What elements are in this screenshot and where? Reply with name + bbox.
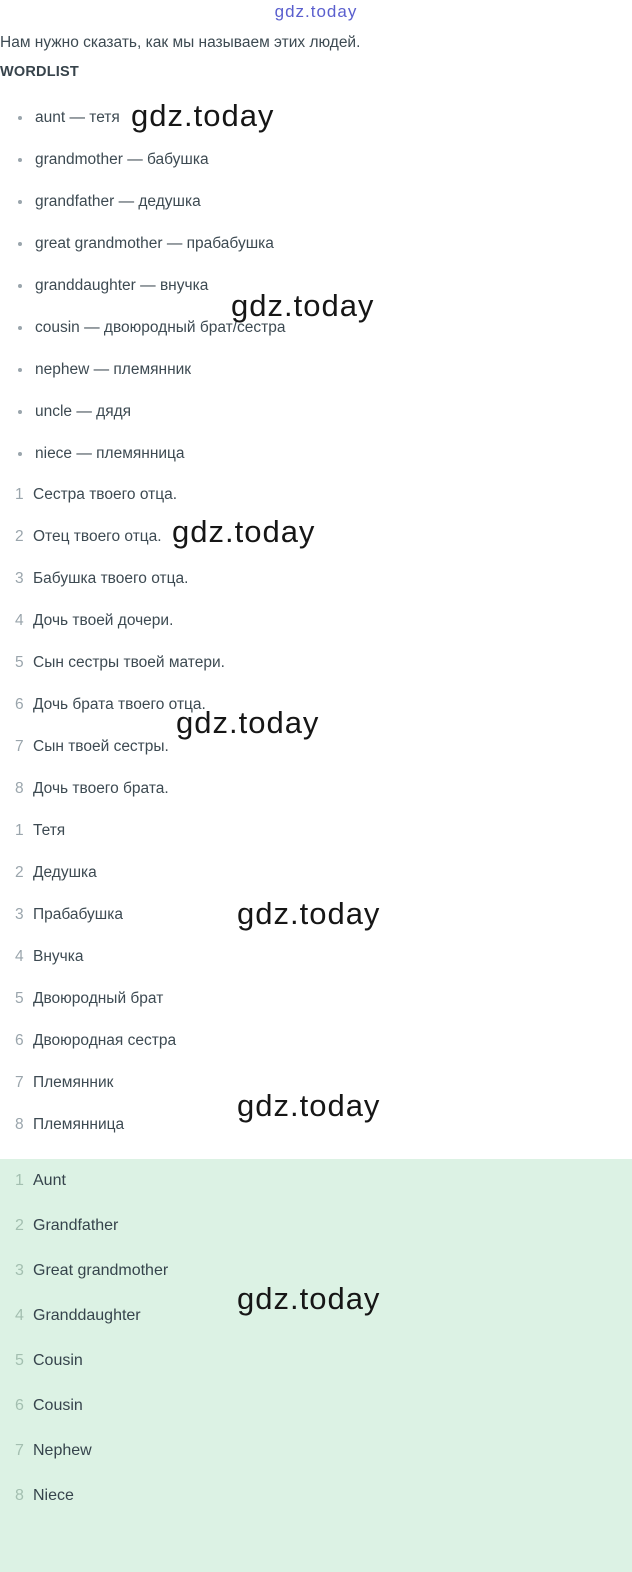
- bullet-icon: [18, 200, 22, 204]
- clue-text: Сестра твоего отца.: [33, 486, 178, 503]
- bullet-icon: [18, 326, 22, 330]
- russian-answer-text: Племянник: [33, 1074, 114, 1091]
- clue-text: Сын твоей сестры.: [33, 738, 169, 755]
- russian-answer-number: 1: [15, 822, 24, 839]
- clues-list: [0, 487, 632, 797]
- english-answer-number: 2: [15, 1217, 24, 1234]
- bullet-icon: [18, 158, 22, 162]
- wordlist-item: [0, 361, 632, 378]
- wordlist-item: [0, 319, 632, 336]
- english-answer-item: [0, 1307, 632, 1325]
- bullet-icon: [18, 116, 22, 120]
- english-answer-text: Cousin: [33, 1397, 83, 1414]
- english-answer-number: 8: [15, 1487, 24, 1504]
- russian-answer-text: Тетя: [33, 822, 66, 839]
- english-answer-item: [0, 1397, 632, 1415]
- russian-answer-number: 2: [15, 864, 24, 881]
- english-answer-item: [0, 1352, 632, 1370]
- english-answer-text: Granddaughter: [33, 1307, 141, 1324]
- english-answer-item: [0, 1487, 632, 1505]
- wordlist-item: [0, 193, 632, 210]
- english-answers-list: [0, 1172, 632, 1505]
- wordlist-item: [0, 403, 632, 420]
- clue-number: 7: [15, 738, 24, 755]
- russian-answer-text: Дедушка: [33, 864, 97, 881]
- wordlist-item-text: niece — племянница: [35, 445, 185, 462]
- english-answer-text: Aunt: [33, 1172, 66, 1189]
- site-watermark: gdz.today: [231, 288, 375, 323]
- wordlist-item-text: uncle — дядя: [35, 403, 132, 420]
- site-watermark: gdz.today: [176, 705, 320, 740]
- english-answer-number: 5: [15, 1352, 24, 1369]
- wordlist-item-text: aunt — тетя: [35, 109, 120, 126]
- russian-answer-number: 5: [15, 990, 24, 1007]
- site-watermark: gdz.today: [172, 514, 316, 549]
- clue-text: Отец твоего отца.: [33, 528, 162, 545]
- english-answer-number: 4: [15, 1307, 24, 1324]
- english-answer-item: [0, 1442, 632, 1460]
- bullet-icon: [18, 452, 22, 456]
- wordlist-item: [0, 277, 632, 294]
- wordlist-heading: WORDLIST: [0, 64, 79, 80]
- clue-item: [0, 529, 632, 545]
- wordlist-item-text: cousin — двоюродный брат/сестра: [35, 319, 286, 336]
- wordlist-item: [0, 235, 632, 252]
- clue-text: Дочь твоей дочери.: [33, 612, 174, 629]
- clue-number: 8: [15, 780, 24, 797]
- wordlist-item: [0, 445, 632, 462]
- wordlist-item: [0, 151, 632, 168]
- wordlist-item-text: great grandmother — прабабушка: [35, 235, 274, 252]
- clue-number: 4: [15, 612, 24, 629]
- clue-text: Сын сестры твоей матери.: [33, 654, 225, 671]
- russian-answer-item: [0, 1033, 632, 1049]
- russian-answer-item: [0, 823, 632, 839]
- site-watermark: gdz.today: [237, 1088, 381, 1123]
- english-answer-text: Great grandmother: [33, 1262, 169, 1279]
- wordlist: [0, 109, 632, 462]
- russian-answer-number: 8: [15, 1116, 24, 1133]
- clue-text: Бабушка твоего отца.: [33, 570, 189, 587]
- english-answer-text: Niece: [33, 1487, 74, 1504]
- english-answer-number: 1: [15, 1172, 24, 1189]
- wordlist-item-text: grandfather — дедушка: [35, 193, 201, 210]
- russian-answer-text: Двоюродная сестра: [33, 1032, 177, 1049]
- russian-answer-text: Двоюродный брат: [33, 990, 164, 1007]
- clue-item: [0, 613, 632, 629]
- english-answer-number: 6: [15, 1397, 24, 1414]
- english-answer-number: 3: [15, 1262, 24, 1279]
- clue-item: [0, 571, 632, 587]
- bullet-icon: [18, 410, 22, 414]
- bullet-icon: [18, 284, 22, 288]
- bullet-icon: [18, 368, 22, 372]
- russian-answer-text: Внучка: [33, 948, 84, 965]
- russian-answer-text: Племянница: [33, 1116, 125, 1133]
- clue-text: Дочь брата твоего отца.: [33, 696, 206, 713]
- russian-answer-number: 4: [15, 948, 24, 965]
- clue-number: 5: [15, 654, 24, 671]
- english-answer-text: Cousin: [33, 1352, 83, 1369]
- russian-answer-item: [0, 907, 632, 923]
- russian-answer-item: [0, 865, 632, 881]
- bullet-icon: [18, 242, 22, 246]
- wordlist-item-text: nephew — племянник: [35, 361, 192, 378]
- russian-answer-number: 7: [15, 1074, 24, 1091]
- english-answer-item: [0, 1262, 632, 1280]
- clue-item: [0, 739, 632, 755]
- russian-answers-list: [0, 823, 632, 1133]
- russian-answer-item: [0, 1117, 632, 1133]
- english-answer-text: Nephew: [33, 1442, 92, 1459]
- english-answer-number: 7: [15, 1442, 24, 1459]
- site-watermark: gdz.today: [237, 896, 381, 931]
- task-intro-text: Нам нужно сказать, как мы называем этих людей.: [0, 34, 361, 51]
- russian-answer-item: [0, 1075, 632, 1091]
- clue-item: [0, 781, 632, 797]
- english-answer-item: [0, 1217, 632, 1235]
- clue-item: [0, 487, 632, 503]
- site-watermark-top: gdz.today: [274, 2, 358, 21]
- clue-text: Дочь твоего брата.: [33, 780, 169, 797]
- russian-answer-item: [0, 949, 632, 965]
- site-watermark: gdz.today: [237, 1281, 381, 1316]
- english-answer-item: [0, 1172, 632, 1190]
- russian-answer-number: 6: [15, 1032, 24, 1049]
- clue-number: 2: [15, 528, 24, 545]
- site-watermark: gdz.today: [131, 98, 275, 133]
- clue-number: 1: [15, 486, 24, 503]
- clue-number: 3: [15, 570, 24, 587]
- russian-answer-number: 3: [15, 906, 24, 923]
- wordlist-item-text: granddaughter — внучка: [35, 277, 209, 294]
- clue-item: [0, 655, 632, 671]
- wordlist-item: [0, 109, 632, 126]
- wordlist-item-text: grandmother — бабушка: [35, 151, 209, 168]
- english-answer-text: Grandfather: [33, 1217, 119, 1234]
- russian-answer-text: Прабабушка: [33, 906, 123, 923]
- clue-number: 6: [15, 696, 24, 713]
- russian-answer-item: [0, 991, 632, 1007]
- clue-item: [0, 697, 632, 713]
- english-answers-highlight-block: [0, 1159, 632, 1572]
